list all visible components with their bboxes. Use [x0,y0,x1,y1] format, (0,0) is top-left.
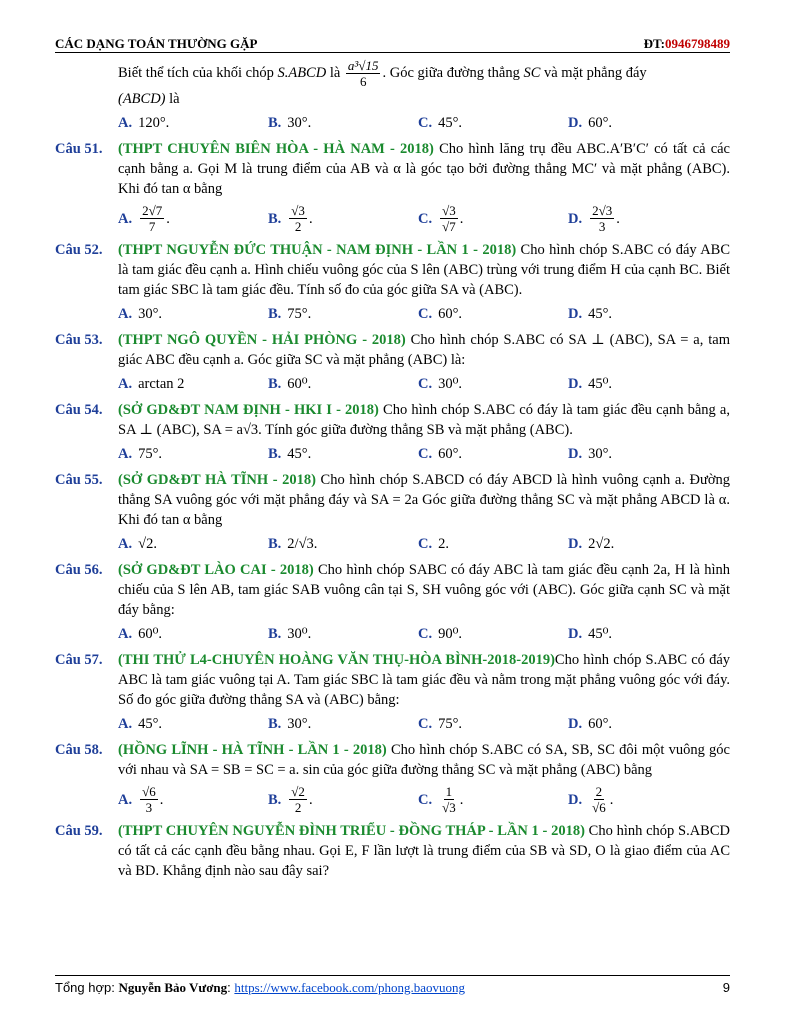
option-c[interactable]: C. 30⁰. [418,376,463,392]
footer-credit: Tổng hợp: Nguyễn Bảo Vương: https://www.facebook.com/phong.baovuong [55,980,465,995]
answer-options [118,113,730,133]
question-55 [55,470,730,554]
facebook-link[interactable]: https://www.facebook.com/phong.baovuong [234,980,465,995]
question-text: Cho hình chóp S.ABC có đáy là tam giác đều cạnh bằng a, SA ⊥ (ABC), SA = a√3. Tính góc giữa đường thẳng SB và mặt phẳng (ABC). [118,402,730,438]
option-d[interactable]: D. 45°. [568,306,613,322]
option-d[interactable]: D. 30°. [568,446,613,462]
option-b[interactable]: B. 30°. [268,716,312,732]
option-a[interactable]: A. 30°. [118,306,163,322]
answer-options [118,534,730,554]
answer-options [118,444,730,464]
question-59 [55,821,730,881]
question-source: (THI THỬ L4-CHUYÊN HOÀNG VĂN THỤ-HÒA BÌNH-2018-2019) [118,652,555,668]
option-c[interactable]: C. $\frac{√3}{√7}$ . [418,203,464,234]
question-text: Cho hình chóp S.ABCD có tất cả các cạnh đều bằng nhau. Gọi E, F lần lượt là trung điểm của SB và SD, O là giao điểm của AC và BD. Khẳng định nào sau đây sai? [118,823,730,879]
option-c[interactable]: C. $\frac{1}{√3}$ . [418,784,464,815]
question-source: (THPT CHUYÊN NGUYỄN ĐÌNH TRIỂU - ĐỒNG THÁP - LẦN 1 - 2018) [118,823,585,839]
question-number: Câu 54. [55,402,103,418]
option-d[interactable]: D. $\frac{2√3}{3}$ . [568,203,620,234]
question-57 [55,650,730,734]
option-a[interactable]: A. 60⁰. [118,626,163,642]
option-c[interactable]: C. 45°. [418,115,463,131]
header-phone: ĐT:0946798489 [643,36,730,51]
option-b[interactable]: B. 75°. [268,306,312,322]
question-number: Câu 52. [55,242,103,258]
option-a[interactable]: A. $\frac{2√7}{7}$ . [118,203,170,234]
option-c[interactable]: C. 60°. [418,446,463,462]
option-c[interactable]: C. 2. [418,536,449,552]
question-source: (THPT NGÔ QUYỀN - HẢI PHÒNG - 2018) [118,332,406,348]
option-a[interactable]: A. 45°. [118,716,163,732]
option-b[interactable]: B. $\frac{√2}{2}$ . [268,784,313,815]
option-c[interactable]: C. 60°. [418,306,463,322]
option-a[interactable]: A. $\frac{√6}{3}$ . [118,784,164,815]
option-a[interactable]: A. 75°. [118,446,163,462]
question-source: (SỞ GD&ĐT NAM ĐỊNH - HKI I - 2018) [118,402,379,418]
question-number: Câu 56. [55,562,103,578]
question-text: Cho hình chóp SABC có đáy ABC là tam giác đều cạnh 2a, H là hình chiếu của S lên AB, tam giác SAB vuông cân tại S, SH vuông góc với (ABC). Góc giữa cạnh SC và mặt đáy bằng: [118,562,731,618]
question-text: Cho hình chóp S.ABC có SA ⊥ (ABC), SA = a, tam giác ABC đều cạnh a. Góc giữa SC và mặt phẳng (ABC) là: [118,332,731,368]
question-text: Cho hình lăng trụ đều ABC.A′B′C′ có tất cả các cạnh bằng a. Gọi M là trung điểm của AB và α là góc tạo bởi đường thẳng MC′ và mặt phẳng (ABC). Khi đó tan α bằng [118,141,730,197]
option-a[interactable]: A. √2. [118,536,157,552]
option-b[interactable]: B. 45°. [268,446,312,462]
question-58 [55,740,730,815]
option-a[interactable]: A. 120°. [118,115,170,131]
question-number: Câu 58. [55,742,103,758]
question-text: Cho hình chóp S.ABC có đáy ABC là tam giác vuông tại A. Tam giác SBC là tam giác đều và nằm trong mặt phẳng vuông góc với đáy. Số đo góc giữa đường thẳng SA và (ABC) bằng: [118,652,730,708]
question-number: Câu 57. [55,652,103,668]
option-b[interactable]: B. 30⁰. [268,626,312,642]
option-a[interactable]: A. arctan 2 [118,376,185,392]
answer-options [118,784,730,815]
question-56 [55,560,730,644]
option-d[interactable]: D. 60°. [568,115,613,131]
question-source: (THPT CHUYÊN BIÊN HÒA - HÀ NAM - 2018) [118,141,434,157]
question-source: (SỞ GD&ĐT HÀ TĨNH - 2018) [118,472,316,488]
question-52 [55,240,730,324]
question-text: Cho hình chóp S.ABC có SA, SB, SC đôi một vuông góc với nhau và SA = SB = SC = a. sin của góc giữa đường thẳng SC và mặt phẳng (ABC) bằng [118,742,730,778]
answer-options [118,374,730,394]
answer-options [118,714,730,734]
answer-options [118,624,730,644]
page-header [55,30,730,53]
volume-fraction: $\frac{\text{a³√15}}{6}$ [347,58,379,89]
question-text: Cho hình chóp S.ABC có đáy ABC là tam giác đều cạnh a. Hình chiếu vuông góc của S lên (ABC) trùng với trung điểm H của cạnh BC. Biết tam giác SBC là tam giác đều. Tính số đo của góc giữa SA và (ABC). [118,242,731,298]
question-number: Câu 55. [55,472,103,488]
page-footer [55,975,730,996]
question-number: Câu 59. [55,823,103,839]
answer-options [118,203,730,234]
option-b[interactable]: B. 2/√3. [268,536,318,552]
option-b[interactable]: B. $\frac{√3}{2}$ . [268,203,313,234]
option-b[interactable]: B. 60⁰. [268,376,312,392]
question-source: (THPT NGUYỄN ĐỨC THUẬN - NAM ĐỊNH - LẦN 1 - 2018) [118,242,517,258]
option-c[interactable]: C. 75°. [418,716,463,732]
question-54 [55,400,730,464]
author-name: Nguyễn Bảo Vương [118,980,228,995]
header-title: CÁC DẠNG TOÁN THƯỜNG GẶP [55,36,258,51]
document-body [55,58,730,887]
question-53 [55,330,730,394]
question-text: Cho hình chóp S.ABCD có đáy ABCD là hình vuông cạnh a. Đường thẳng SA vuông góc với mặt phẳng đáy và SA = 2a Góc giữa đường thẳng SC và mặt phẳng ABCD là α. Khi đó tan α bằng [118,472,731,528]
question-50-continued: Biết thể tích của khối chóp S.ABCD là $\frac{\text{a³√15}}{6}$ . Góc giữa đường thẳng SC và mặt phẳng đáy (ABCD) là A. 120°. B. 30°. C. 45°. D. 60°. [55,58,730,133]
option-c[interactable]: C. 90⁰. [418,626,463,642]
option-b[interactable]: B. 30°. [268,115,312,131]
option-d[interactable]: D. 2√2. [568,536,615,552]
question-source: (HỒNG LĨNH - HÀ TĨNH - LẦN 1 - 2018) [118,742,387,758]
option-d[interactable]: D. 60°. [568,716,613,732]
page-number: 9 [722,980,730,995]
option-d[interactable]: D. 45⁰. [568,376,613,392]
option-d[interactable]: D. 45⁰. [568,626,613,642]
question-51 [55,139,730,234]
question-number: Câu 53. [55,332,103,348]
question-source: (SỞ GD&ĐT LÀO CAI - 2018) [118,562,314,578]
answer-options [118,304,730,324]
question-number: Câu 51. [55,141,103,157]
option-d[interactable]: D. $\frac{2}{√6}$ . [568,784,614,815]
